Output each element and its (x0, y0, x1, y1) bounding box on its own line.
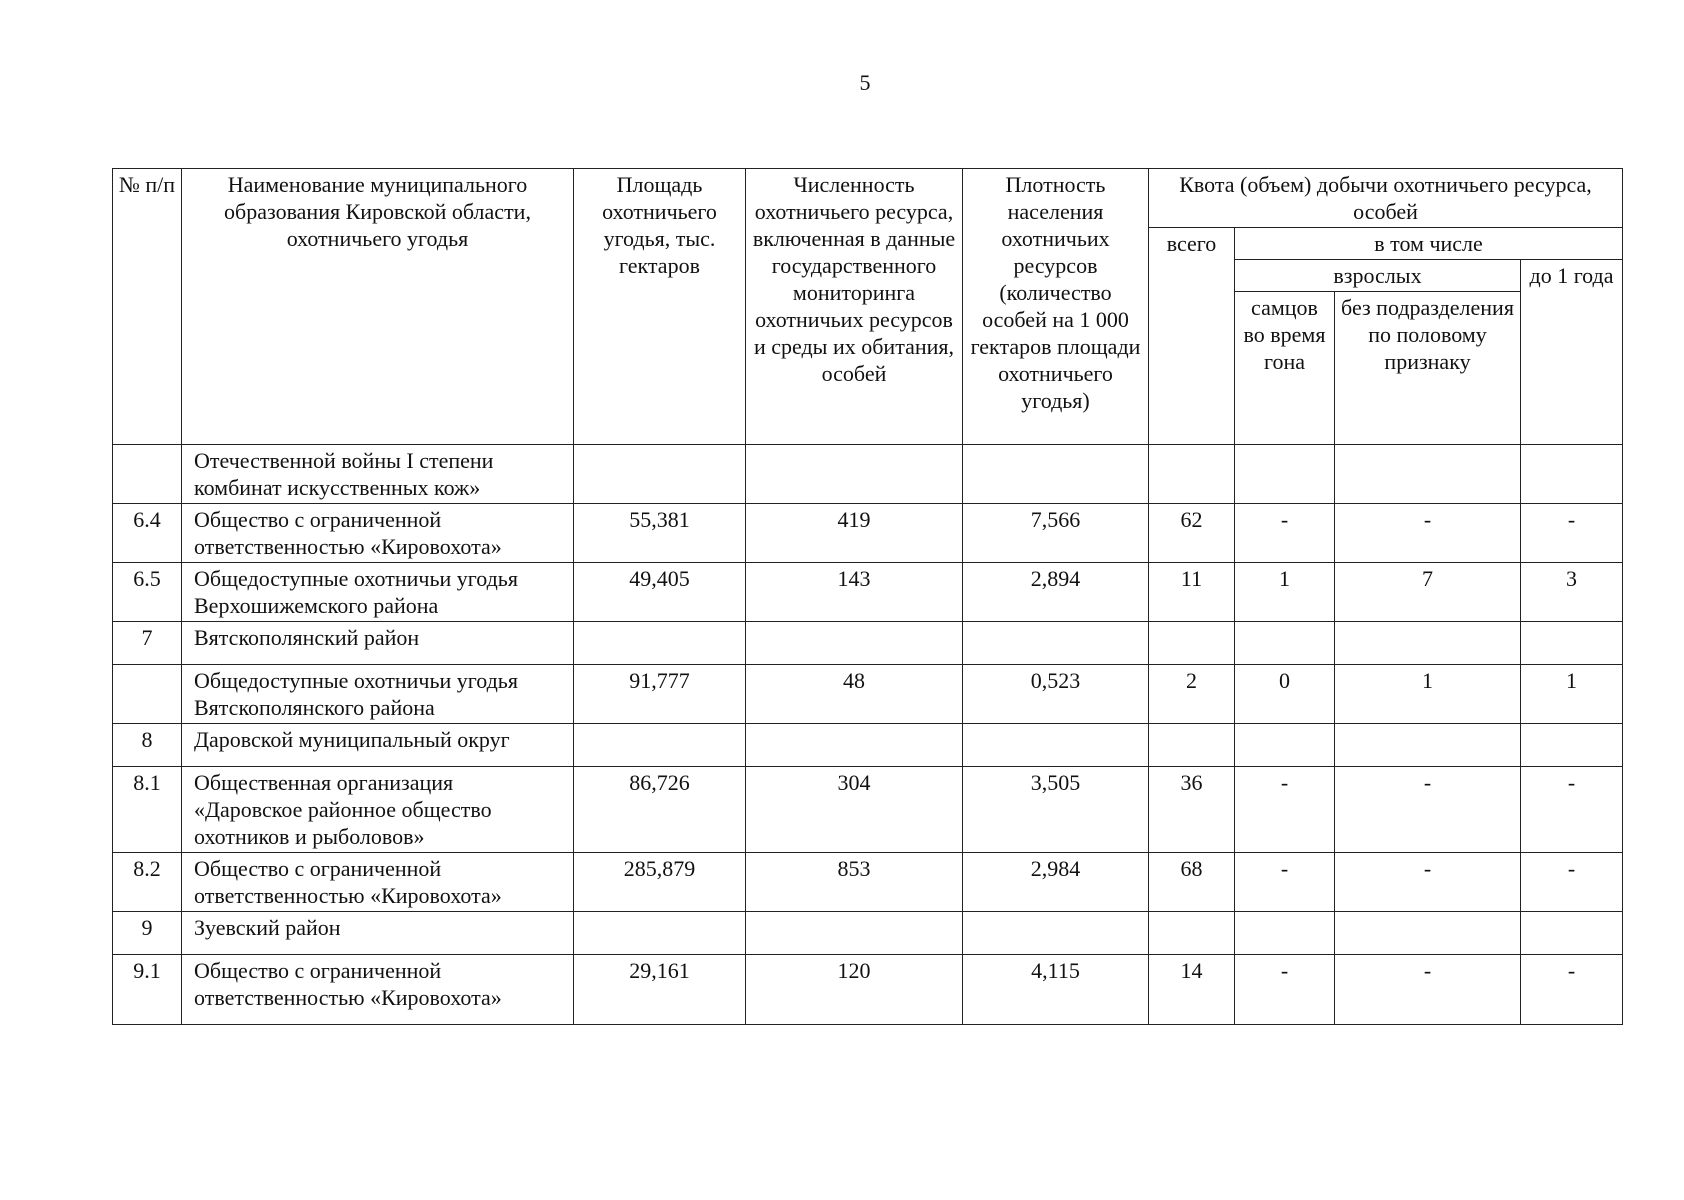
cell-total: 2 (1149, 665, 1235, 724)
cell-name: Общество с ограниченной ответственностью «Кировохота» (182, 853, 574, 912)
cell-density: 7,566 (963, 504, 1149, 563)
cell-total: 14 (1149, 955, 1235, 1025)
table-row (113, 912, 1623, 955)
cell-count: 48 (746, 665, 963, 724)
header-males: самцов во время гона (1235, 292, 1335, 445)
header-nosex: без подразделения по половому признаку (1335, 292, 1521, 445)
cell-nosex: 7 (1335, 563, 1521, 622)
header-area: Площадь охотничьего угодья, тыс. гектаров (574, 169, 746, 445)
cell-count: 304 (746, 767, 963, 853)
cell-young: - (1521, 767, 1623, 853)
cell-count (746, 724, 963, 767)
cell-area (574, 622, 746, 665)
cell-count: 143 (746, 563, 963, 622)
cell-name: Даровской муниципальный округ (182, 724, 574, 767)
cell-males: - (1235, 853, 1335, 912)
cell-nosex: - (1335, 955, 1521, 1025)
cell-count: 419 (746, 504, 963, 563)
cell-density (963, 445, 1149, 504)
header-quota: Квота (объем) добычи охотничьего ресурса, особей (1149, 169, 1623, 228)
cell-area: 285,879 (574, 853, 746, 912)
cell-young (1521, 912, 1623, 955)
table-row (113, 955, 1623, 1025)
cell-young (1521, 724, 1623, 767)
cell-total (1149, 445, 1235, 504)
cell-num: 6.4 (113, 504, 182, 563)
header-including: в том числе (1235, 228, 1623, 260)
table-row (113, 563, 1623, 622)
table-row (113, 622, 1623, 665)
cell-males: - (1235, 767, 1335, 853)
cell-name: Общедоступные охотничьи угодья Верхошижемского района (182, 563, 574, 622)
cell-name: Зуевский район (182, 912, 574, 955)
header-name: Наименование муниципального образования Кировской области, охотничьего угодья (182, 169, 574, 445)
cell-males (1235, 912, 1335, 955)
cell-males: 1 (1235, 563, 1335, 622)
cell-area: 29,161 (574, 955, 746, 1025)
cell-young: - (1521, 955, 1623, 1025)
cell-density: 4,115 (963, 955, 1149, 1025)
cell-name: Отечественной войны I степени комбинат искусственных кож» (182, 445, 574, 504)
cell-nosex: - (1335, 853, 1521, 912)
cell-total (1149, 622, 1235, 665)
cell-males (1235, 445, 1335, 504)
cell-count: 853 (746, 853, 963, 912)
header-density: Плотность населения охотничьих ресурсов (количество особей на 1 000 гектаров площади охотничьего угодья) (963, 169, 1149, 445)
table-row (113, 504, 1623, 563)
table-row (113, 767, 1623, 853)
table-row (113, 853, 1623, 912)
page-number: 5 (859, 70, 871, 95)
cell-count (746, 912, 963, 955)
cell-num: 8 (113, 724, 182, 767)
cell-nosex (1335, 622, 1521, 665)
cell-nosex: - (1335, 767, 1521, 853)
cell-count (746, 445, 963, 504)
cell-males: - (1235, 504, 1335, 563)
cell-num: 7 (113, 622, 182, 665)
cell-name: Общественная организация «Даровское районное общество охотников и рыболовов» (182, 767, 574, 853)
cell-num (113, 665, 182, 724)
cell-young: 3 (1521, 563, 1623, 622)
cell-total (1149, 724, 1235, 767)
cell-total: 68 (1149, 853, 1235, 912)
cell-young (1521, 445, 1623, 504)
cell-males: - (1235, 955, 1335, 1025)
cell-density: 0,523 (963, 665, 1149, 724)
cell-nosex: 1 (1335, 665, 1521, 724)
cell-area: 86,726 (574, 767, 746, 853)
table-body (113, 445, 1623, 1025)
cell-nosex (1335, 724, 1521, 767)
cell-count: 120 (746, 955, 963, 1025)
cell-num: 9 (113, 912, 182, 955)
cell-total (1149, 912, 1235, 955)
cell-area: 55,381 (574, 504, 746, 563)
cell-total: 36 (1149, 767, 1235, 853)
cell-density (963, 912, 1149, 955)
cell-area (574, 724, 746, 767)
cell-young: 1 (1521, 665, 1623, 724)
cell-young: - (1521, 853, 1623, 912)
cell-area: 91,777 (574, 665, 746, 724)
cell-young: - (1521, 504, 1623, 563)
cell-nosex: - (1335, 504, 1521, 563)
cell-area (574, 445, 746, 504)
header-young: до 1 года (1521, 260, 1623, 445)
header-num: № п/п (113, 169, 182, 445)
cell-area: 49,405 (574, 563, 746, 622)
header-total: всего (1149, 228, 1235, 445)
cell-num: 6.5 (113, 563, 182, 622)
table-row (113, 665, 1623, 724)
cell-males (1235, 622, 1335, 665)
cell-nosex (1335, 445, 1521, 504)
quota-table (112, 168, 1623, 1025)
cell-num: 8.2 (113, 853, 182, 912)
cell-name: Вятскополянский район (182, 622, 574, 665)
cell-area (574, 912, 746, 955)
cell-density: 3,505 (963, 767, 1149, 853)
cell-males: 0 (1235, 665, 1335, 724)
cell-total: 62 (1149, 504, 1235, 563)
cell-count (746, 622, 963, 665)
cell-density: 2,894 (963, 563, 1149, 622)
table-header (113, 169, 1623, 445)
cell-nosex (1335, 912, 1521, 955)
cell-males (1235, 724, 1335, 767)
header-adults: взрослых (1235, 260, 1521, 292)
cell-name: Общество с ограниченной ответственностью «Кировохота» (182, 955, 574, 1025)
cell-density: 2,984 (963, 853, 1149, 912)
cell-name: Общедоступные охотничьи угодья Вятскополянского района (182, 665, 574, 724)
table-row (113, 724, 1623, 767)
cell-num: 9.1 (113, 955, 182, 1025)
cell-young (1521, 622, 1623, 665)
table-row (113, 445, 1623, 504)
cell-num: 8.1 (113, 767, 182, 853)
cell-num (113, 445, 182, 504)
cell-density (963, 724, 1149, 767)
cell-density (963, 622, 1149, 665)
header-count: Численность охотничьего ресурса, включенная в данные государственного мониторинга охотничьих ресурсов и среды их обитания, особей (746, 169, 963, 445)
cell-total: 11 (1149, 563, 1235, 622)
cell-name: Общество с ограниченной ответственностью «Кировохота» (182, 504, 574, 563)
